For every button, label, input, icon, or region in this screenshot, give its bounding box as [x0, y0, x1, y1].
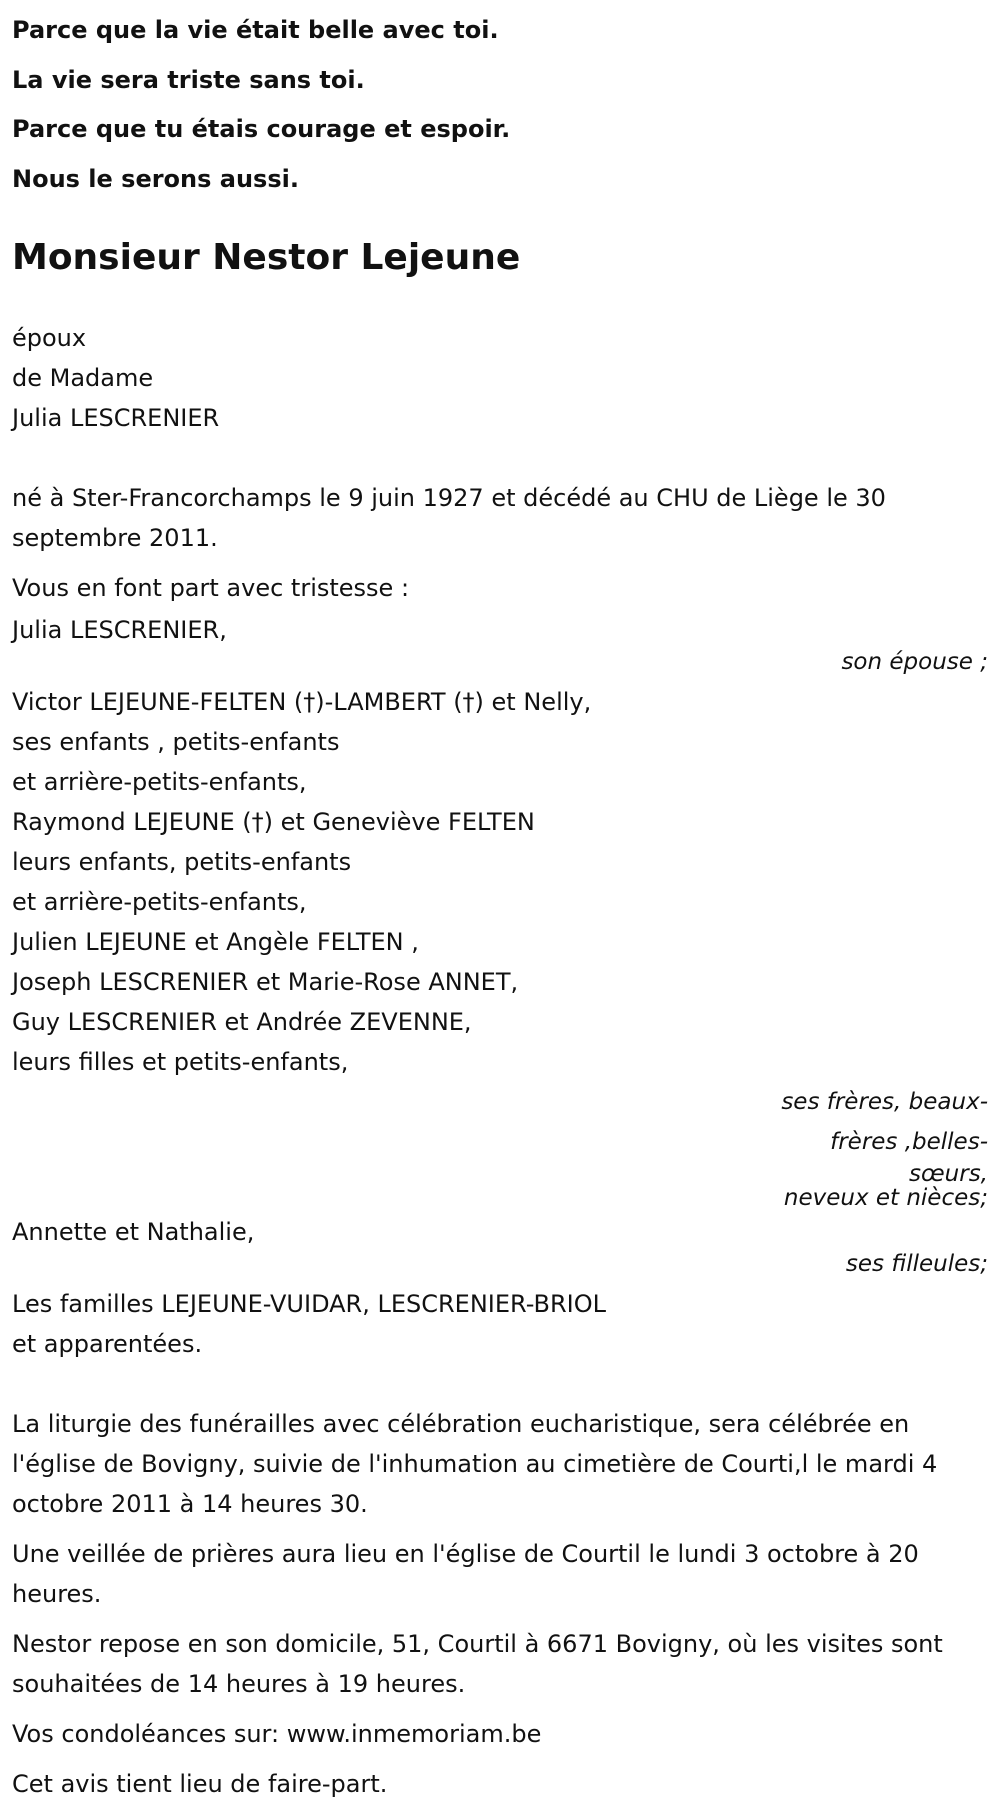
- family-list: [12, 682, 988, 1082]
- family-role-line: sœurs,: [909, 1161, 988, 1187]
- goddaughters-role: ses filleules;: [845, 1251, 988, 1277]
- family-line: leurs filles et petits-enfants,: [12, 1048, 349, 1076]
- families-line-1: Les familles LEJEUNE-VUIDAR, LESCRENIER-BRIOL: [12, 1290, 607, 1318]
- families-line-2: et apparentées.: [12, 1330, 203, 1358]
- notice-text: Cet avis tient lieu de faire-part.: [12, 1770, 388, 1798]
- deceased-name: Monsieur Nestor Lejeune: [12, 237, 521, 278]
- condolences-text: Vos condoléances sur: www.inmemoriam.be: [12, 1720, 542, 1748]
- goddaughters-names: Annette et Nathalie,: [12, 1218, 255, 1246]
- poem-line-1: Parce que la vie était belle avec toi.: [12, 16, 499, 44]
- spouse-line-2: de Madame: [12, 364, 154, 392]
- poem: [12, 0, 988, 204]
- family-line: Guy LESCRENIER et Andrée ZEVENNE,: [12, 1008, 472, 1036]
- wife-role: son épouse ;: [841, 649, 988, 675]
- poem-line-3: Parce que tu étais courage et espoir.: [12, 115, 511, 143]
- family-role-line: neveux et nièces;: [783, 1185, 988, 1211]
- poem-line-4: Nous le serons aussi.: [12, 164, 299, 193]
- rest-text: Nestor repose en son domicile, 51, Courtil à 6671 Bovigny, où les visites sont souhaitées de 14 heures à 19 heures.: [12, 1630, 943, 1698]
- family-role: [768, 1082, 988, 1186]
- poem-line-2: La vie sera triste sans toi.: [12, 65, 365, 94]
- birth-death-text: né à Ster-Francorchamps le 9 juin 1927 et décédé au CHU de Liège le 30 septembre 2011.: [12, 484, 886, 552]
- spouse-line-1: époux: [12, 324, 87, 352]
- spouse-line-3: Julia LESCRENIER: [12, 404, 220, 432]
- family-line: Joseph LESCRENIER et Marie-Rose ANNET,: [12, 968, 519, 996]
- wife-name: Julia LESCRENIER,: [12, 616, 227, 644]
- family-line: Julien LEJEUNE et Angèle FELTEN ,: [12, 928, 419, 956]
- family-line: et arrière-petits-enfants,: [12, 888, 307, 916]
- announce-text: Vous en font part avec tristesse :: [12, 574, 410, 602]
- vigil-text: Une veillée de prières aura lieu en l'église de Courtil le lundi 3 octobre à 20 heures.: [12, 1540, 919, 1608]
- spouse-block: [12, 318, 988, 438]
- family-line: et arrière-petits-enfants,: [12, 768, 307, 796]
- family-role-line: ses frères, beaux-: [781, 1089, 988, 1115]
- family-role-line: frères ,belles-: [830, 1129, 988, 1155]
- family-line: ses enfants , petits-enfants: [12, 728, 340, 756]
- liturgy-text: La liturgie des funérailles avec célébration eucharistique, sera célébrée en l'église de Bovigny, suivie de l'inhumation au cimetière de Courti,l le mardi 4 octobre 2011 à 14 heures 30.: [12, 1410, 938, 1518]
- family-line: leurs enfants, petits-enfants: [12, 848, 352, 876]
- family-line: Raymond LEJEUNE (†) et Geneviève FELTEN: [12, 808, 535, 836]
- family-line: Victor LEJEUNE-FELTEN (†)-LAMBERT (†) et Nelly,: [12, 688, 592, 716]
- families-block: [12, 1284, 988, 1364]
